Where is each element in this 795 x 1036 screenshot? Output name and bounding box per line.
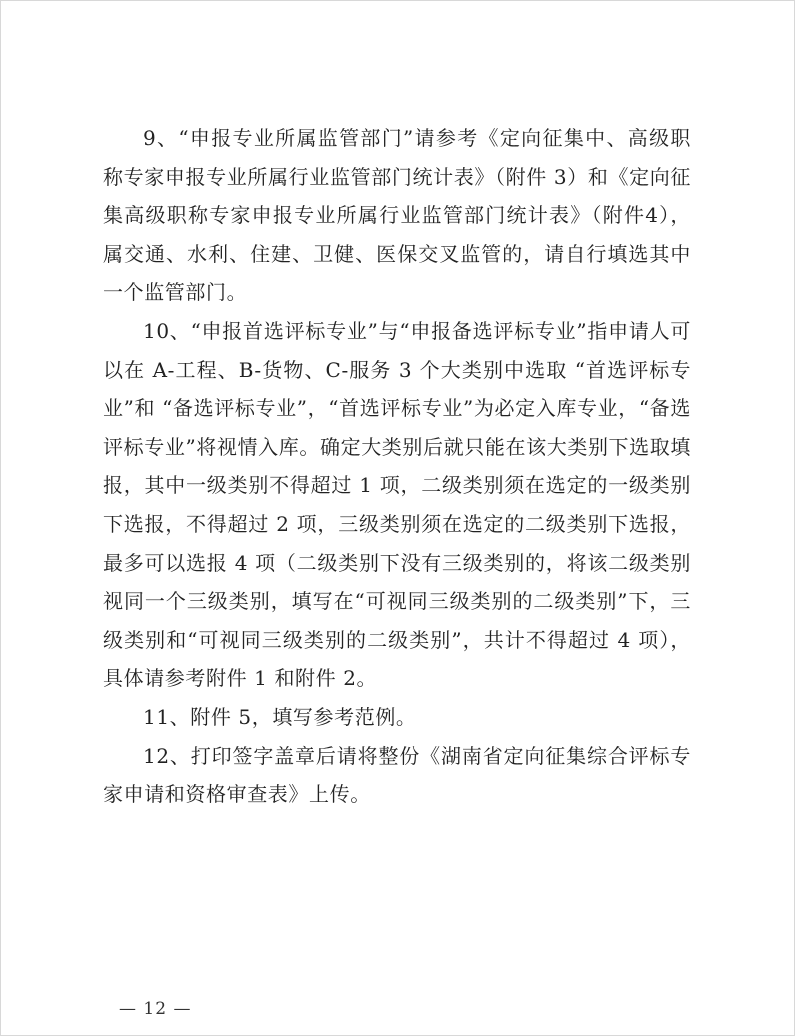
paragraph-item-12: 12、打印签字盖章后请将整份《湖南省定向征集综合评标专家申请和资格审查表》上传。 (103, 743, 691, 807)
document-body (103, 119, 691, 814)
page-number: — 12 — (119, 999, 192, 1019)
paragraph-item-9: 9、“申报专业所属监管部门”请参考《定向征集中、高级职称专家申报专业所属行业监管部门统计表》（附件 3）和《定向征集高级职称专家申报专业所属行业监管部门统计表》（附件4），属交通、水利、住建、卫健、医保交叉监管的，请自行填选其中一个监管部门。 (103, 126, 691, 305)
paragraph-item-10: 10、“申报首选评标专业”与“申报备选评标专业”指申请人可以在 A-工程、B-货物、C-服务 3 个大类别中选取 “首选评标专业”和 “备选评标专业”，“首选评标专业”为必定入库专业，“备选评标专业”将视情入库。确定大类别后就只能在该大类别下选取填报，其中一级类别不得超过 1 项，二级类别须在选定的一级类别下选报，不得超过 2 项，三级类别须在选定的二级类别下选报，最多可以选报 4 项（二级类别下没有三级类别的，将该二级类别视同一个三级类别，填写在“可视同三级类别的二级类别”下，三级类别和“可视同三级类别的二级类别”，共计不得超过 4 项），具体请参考附件 1 和附件 2。 (103, 318, 691, 691)
paragraph-item-11: 11、附件 5，填写参考范例。 (143, 704, 417, 729)
